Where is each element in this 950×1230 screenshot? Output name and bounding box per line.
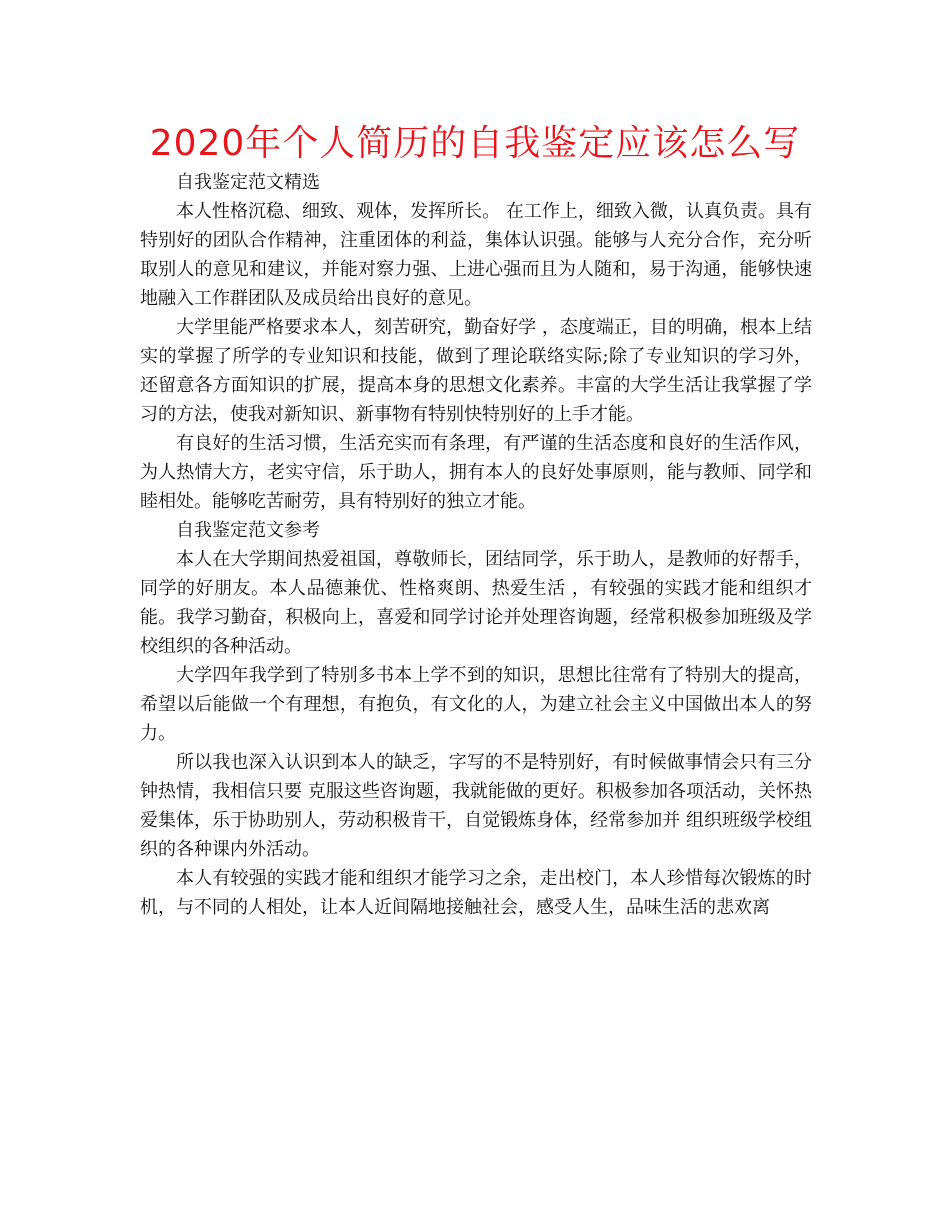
paragraph: 大学里能严格要求本人，刻苦研究，勤奋好学 ，态度端正，目的明确，根本上结实的掌握了所学的专业知识和技能，做到了理论联络实际;除了专业知识的学习外，还留意各方面知识的扩展，提高本身的思想文化素养。丰富的大学生活让我掌握了学习的方法，使我对新知识、新事物有特别快特别好的上手才能。 [140, 317, 812, 425]
section-heading-reference: 自我鉴定范文参考 [176, 520, 320, 541]
section-heading-selected: 自我鉴定范文精选 [176, 172, 320, 193]
paragraph: 大学四年我学到了特别多书本上学不到的知识，思想比往常有了特别大的提高，希望以后能做一个有理想，有抱负，有文化的人，为建立社会主义中国做出本人的努力。 [140, 665, 812, 744]
paragraph: 本人性格沉稳、细致、观体，发挥所长。 在工作上，细致入微，认真负责。具有特别好的团队合作精神，注重团体的利益，集体认识强。能够与人充分合作，充分听取别人的意见和建议，并能对察力强、上进心强而且为人随和，易于沟通，能够快速地融入工作群团队及成员给出良好的意见。 [140, 201, 812, 309]
document-title: 2020年个人简历的自我鉴定应该怎么写 [149, 123, 801, 164]
paragraph: 有良好的生活习惯，生活充实而有条理，有严谨的生活态度和良好的生活作风，为人热情大方，老实守信，乐于助人，拥有本人的良好处事原则，能与教师、同学和睦相处。能够吃苦耐劳，具有特别好的独立才能。 [140, 433, 812, 512]
paragraph: 本人有较强的实践才能和组织才能学习之余，走出校门，本人珍惜每次锻炼的时机，与不同的人相处，让本人近间隔地接触社会，感受人生，品味生活的悲欢离 [140, 868, 812, 918]
paragraph: 所以我也深入认识到本人的缺乏，字写的不是特别好，有时候做事情会只有三分钟热情，我相信只要 克服这些咨询题，我就能做的更好。积极参加各项活动，关怀热爱集体，乐于协助别人，劳动积极肯干，自觉锻炼身体，经常参加并 组织班级学校组织的各种课内外活动。 [140, 752, 812, 860]
paragraph: 本人在大学期间热爱祖国，尊敬师长，团结同学，乐于助人，是教师的好帮手，同学的好朋友。本人品德兼优、性格爽朗、热爱生活 ，有较强的实践才能和组织才能。我学习勤奋，积极向上，喜爱和同学讨论并处理咨询题，经常积极参加班级及学校组织的各种活动。 [140, 549, 812, 657]
document-body [140, 168, 812, 922]
